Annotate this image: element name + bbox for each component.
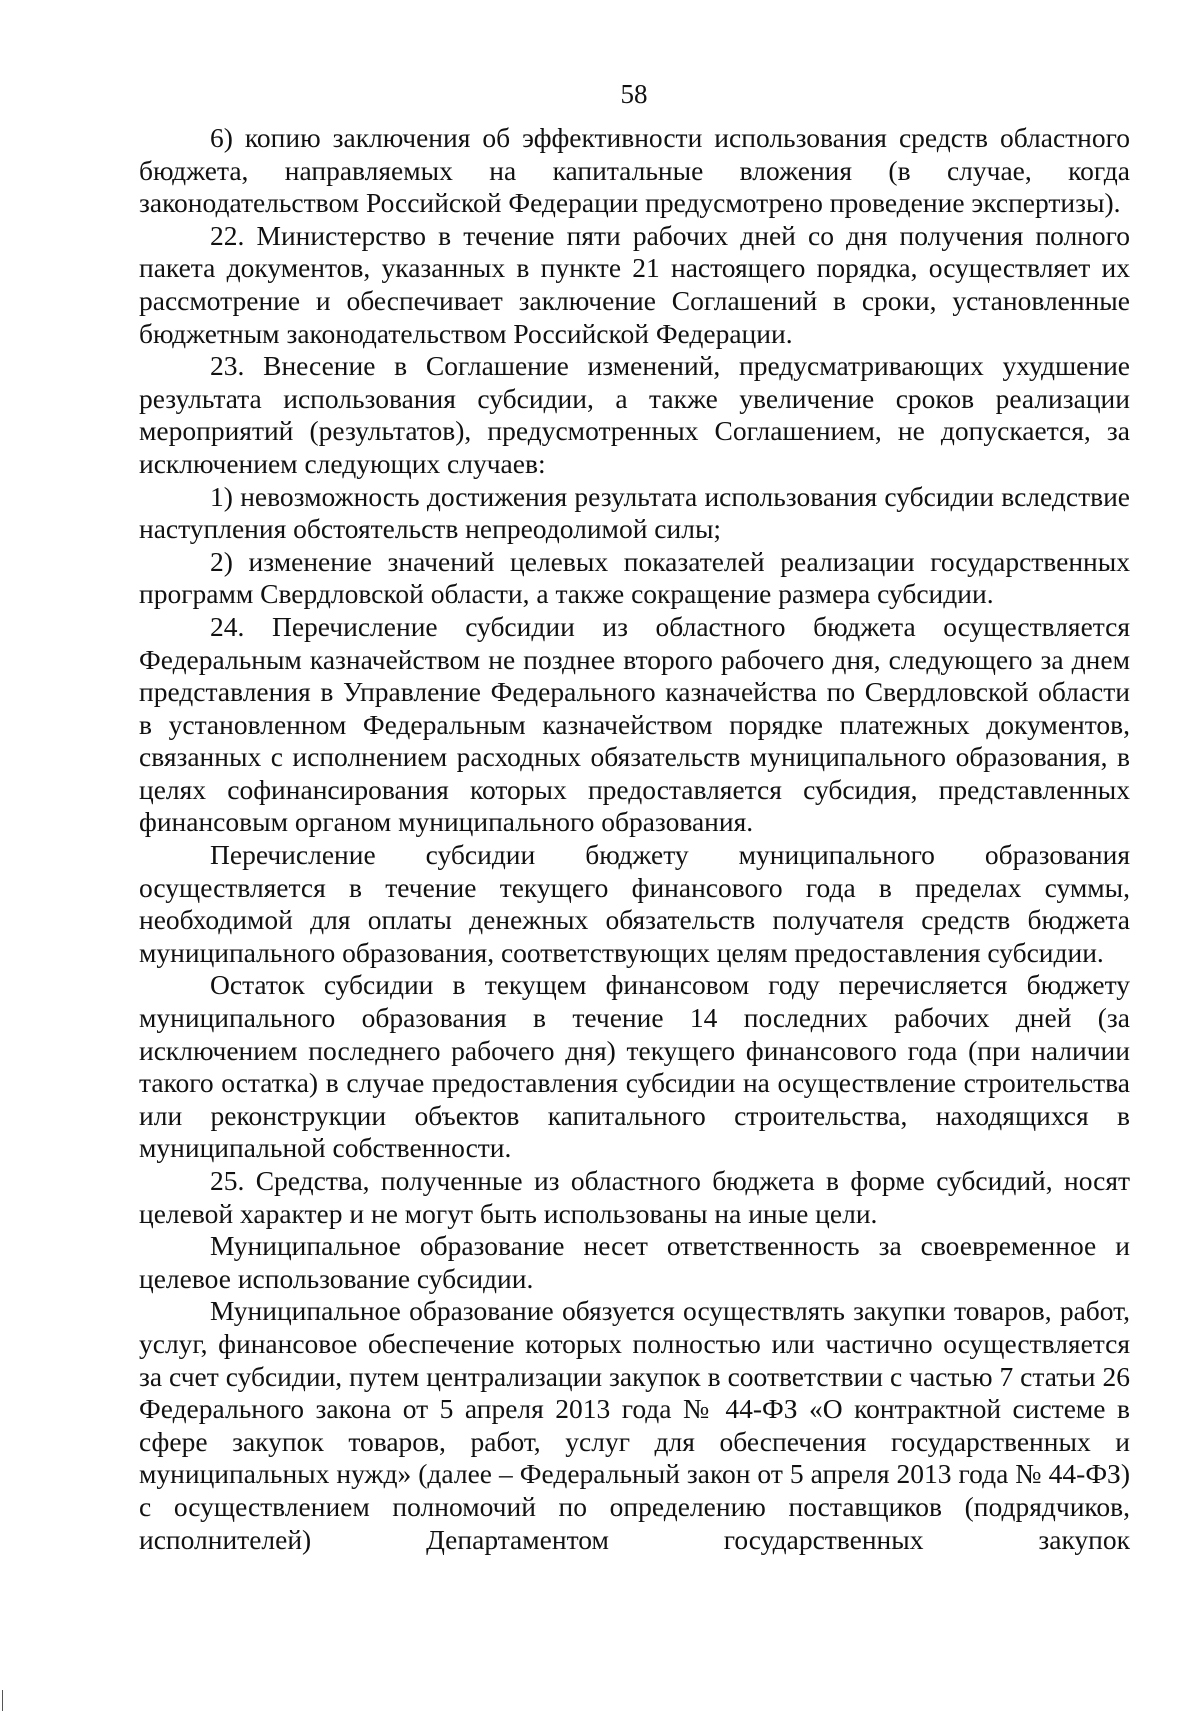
paragraph-remainder: Остаток субсидии в текущем финансовом году перечисляется бюджету муниципального образования в течение 14 последних рабочих дней (за исключением последнего рабочего дня) текущего финансового года (при наличии такого остатка) в случае предоставления субсидии на осуществление строительства или реконструкции объектов капитального строительства, находящихся в муниципальной собственности. xyxy=(139,969,1130,1164)
paragraph-case-2: 2) изменение значений целевых показателей реализации государственных программ Свердловской области, а также сокращение размера субсидии. xyxy=(139,545,1130,610)
paragraph-clause-24: 24. Перечисление субсидии из областного бюджета осуществляется Федеральным казначейством не позднее второго рабочего дня, следующего за днем представления в Управление Федерального казначейства по Свердловской области в установленном Федеральным казначейством порядке платежных документов, связанных с исполнением расходных обязательств муниципального образования, в целях софинансирования которых предоставляется субсидия, представленных финансовым органом муниципального образования. xyxy=(139,610,1130,838)
scan-edge-mark xyxy=(2,1690,3,1711)
paragraph-clause-22: 22. Министерство в течение пяти рабочих дней со дня получения полного пакета документов, указанных в пункте 21 настоящего порядка, осуществляет их рассмотрение и обеспечивает заключение Соглашений в сроки, установленные бюджетным законодательством Российской Федерации. xyxy=(139,219,1130,349)
document-body xyxy=(139,122,1130,1556)
paragraph-clause-23: 23. Внесение в Соглашение изменений, предусматривающих ухудшение результата использования субсидии, а также увеличение сроков реализации мероприятий (результатов), предусмотренных Соглашением, не допускается, за исключением следующих случаев: xyxy=(139,350,1130,479)
paragraph-procurement: Муниципальное образование обязуется осуществлять закупки товаров, работ, услуг, финансовое обеспечение которых полностью или частично осуществляется за счет субсидии, путем централизации закупок в соответствии с частью 7 статьи 26 Федерального закона от 5 апреля 2013 года № 44-ФЗ «О контрактной системе в сфере закупок товаров, работ, услуг для обеспечения государственных и муниципальных нужд» (далее – Федеральный закон от 5 апреля 2013 года № 44-ФЗ) с осуществлением полномочий по определению поставщиков (подрядчиков, исполнителей) Департаментом государственных закупок xyxy=(139,1295,1130,1555)
paragraph-transfer: Перечисление субсидии бюджету муниципального образования осуществляется в течение текущего финансового года в пределах суммы, необходимой для оплаты денежных обязательств получателя средств бюджета муниципального образования, соответствующих целям предоставления субсидии. xyxy=(139,839,1130,968)
paragraph-case-1: 1) невозможность достижения результата использования субсидии вследствие наступления обстоятельств непреодолимой силы; xyxy=(139,480,1130,545)
paragraph-clause-25: 25. Средства, полученные из областного бюджета в форме субсидий, носят целевой характер и не могут быть использованы на иные цели. xyxy=(139,1165,1130,1229)
paragraph-item-6: 6) копию заключения об эффективности использования средств областного бюджета, направляемых на капитальные вложения (в случае, когда законодательством Российской Федерации предусмотрено проведение экспертизы). xyxy=(139,122,1130,219)
page-number: 58 xyxy=(620,79,648,109)
paragraph-responsibility: Муниципальное образование несет ответственность за своевременное и целевое использование субсидии. xyxy=(139,1230,1130,1294)
